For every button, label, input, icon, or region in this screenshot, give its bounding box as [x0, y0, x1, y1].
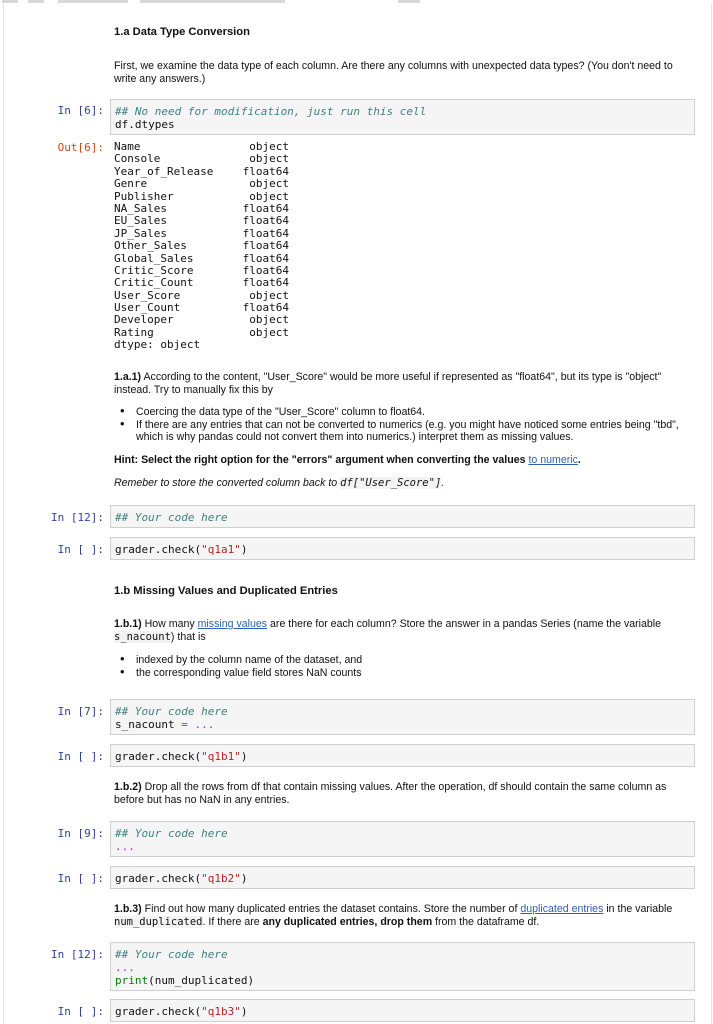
code-string: "q1a1" — [201, 543, 241, 556]
dtype-column-name: Developer — [114, 313, 174, 327]
input-prompt: In [ ]: — [57, 543, 104, 556]
dtype-footer: dtype: object — [114, 338, 201, 352]
dtype-value: float64 — [242, 214, 289, 228]
input-prompt: In [7]: — [57, 705, 104, 718]
output-prompt: Out[6]: — [57, 141, 104, 154]
question-text: Drop all the rows from df that contain missing values. After the operation, df should contain the same column as before but has no NaN in any entries. — [114, 781, 667, 806]
code-cell-12a[interactable] — [110, 505, 695, 528]
code-close: ) — [240, 1005, 248, 1018]
code-comment: ## No need for modification, just run this cell — [115, 105, 427, 118]
code-string: "q1b3" — [201, 1005, 241, 1018]
question-1a1 — [114, 371, 674, 397]
dtype-column-name: Console — [114, 152, 161, 166]
code-line: df.dtypes — [115, 118, 175, 131]
question-text: in the variable — [603, 903, 673, 915]
dtype-value: object — [249, 288, 289, 302]
code-args: (num_duplicated) — [148, 974, 255, 987]
dtype-value: object — [249, 313, 289, 327]
input-prompt: In [12]: — [51, 948, 104, 961]
question-text: Find out how many duplicated entries the dataset contains. Store the number of — [141, 903, 521, 915]
dtype-row — [114, 178, 289, 190]
question-text: How many — [141, 618, 198, 630]
code-comment: ## Your code here — [115, 827, 228, 840]
dtype-column-name: NA_Sales — [114, 201, 167, 215]
dtypes-output — [114, 141, 289, 352]
bullet-list-1a1 — [114, 406, 706, 444]
code-comment: ## Your code here — [115, 705, 228, 718]
dtype-value: float64 — [242, 164, 289, 178]
dtype-column-name: Publisher — [114, 189, 174, 203]
question-text: . If there are — [202, 916, 263, 928]
code-fn: grader.check( — [115, 750, 202, 763]
input-prompt: In [9]: — [57, 827, 104, 840]
dtype-row — [114, 215, 289, 227]
dtype-value: float64 — [242, 239, 289, 253]
inline-code: num_duplicated — [114, 916, 203, 928]
code-ellipsis: ... — [115, 961, 135, 974]
code-close: ) — [240, 750, 248, 763]
dtype-value: object — [249, 325, 289, 339]
dtype-row — [114, 277, 289, 289]
question-text: from the dataframe df. — [432, 916, 540, 928]
question-label: 1.b.3) — [114, 903, 142, 915]
hint-end: . — [577, 454, 581, 466]
dtype-column-name: Year_of_Release — [114, 164, 214, 178]
code-close: ) — [240, 543, 248, 556]
question-1b3 — [114, 903, 684, 929]
code-cell-12b[interactable] — [110, 942, 695, 991]
input-prompt: In [ ]: — [57, 750, 104, 763]
dtype-value: object — [249, 189, 289, 203]
dtype-value: object — [249, 177, 289, 191]
dtype-column-name: Genre — [114, 177, 148, 191]
inline-code: df["User_Score"] — [340, 477, 442, 489]
dtype-row — [114, 153, 289, 165]
dtype-column-name: JP_Sales — [114, 226, 167, 240]
dtype-column-name: EU_Sales — [114, 214, 167, 228]
question-1b2 — [114, 781, 694, 807]
intro-text: First, we examine the data type of each column. Are there any columns with unexpected data types? (You don't need to write any answers.) — [114, 60, 673, 85]
hint-text — [114, 454, 684, 467]
code-fn: grader.check( — [115, 1005, 202, 1018]
dtype-column-name: Critic_Score — [114, 263, 194, 277]
bullet-list-1b1 — [114, 654, 706, 679]
dtype-column-name: Critic_Count — [114, 276, 194, 290]
dtype-value: float64 — [242, 263, 289, 277]
code-fn: grader.check( — [115, 543, 202, 556]
section-title-1b: 1.b Missing Values and Duplicated Entries — [114, 585, 338, 597]
code-cell-6[interactable] — [110, 99, 695, 135]
code-string: "q1b1" — [201, 750, 241, 763]
input-prompt: In [ ]: — [57, 1005, 104, 1018]
hint-bold: Hint: Select the right option for the "errors" argument when converting the values — [114, 454, 529, 466]
code-comment: ## Your code here — [115, 511, 228, 524]
question-label: 1.a.1) — [114, 371, 142, 383]
code-variable: s_nacount — [115, 718, 175, 731]
dtype-value: float64 — [242, 226, 289, 240]
question-bold: any duplicated entries, drop them — [262, 916, 433, 928]
input-prompt: In [ ]: — [57, 872, 104, 885]
code-close: ) — [240, 872, 248, 885]
dtype-column-name: Rating — [114, 325, 154, 339]
code-ellipsis: ... — [194, 718, 215, 731]
dtype-row — [114, 314, 289, 326]
question-1b1 — [114, 618, 689, 644]
remember-text — [114, 477, 684, 490]
remember-label: Remeber to store the converted column back to — [114, 477, 341, 489]
code-operator: = — [174, 718, 195, 731]
dtype-value: object — [249, 152, 289, 166]
dtype-row — [114, 240, 289, 252]
section-title-1a: 1.a Data Type Conversion — [114, 26, 250, 38]
duplicated-entries-link[interactable]: duplicated entries — [520, 903, 604, 915]
list-item: • the corresponding value field stores NaN counts — [136, 667, 706, 680]
code-cell-grader-q1b1[interactable] — [110, 744, 695, 767]
dtype-column-name: Other_Sales — [114, 239, 187, 253]
dtype-value: float64 — [242, 201, 289, 215]
question-text: ) that is — [170, 631, 206, 643]
list-item: • Coercing the data type of the "User_Score" column to float64. — [136, 406, 706, 419]
code-cell-7[interactable] — [110, 699, 695, 735]
question-label: 1.b.2) — [114, 781, 142, 793]
code-string: "q1b2" — [201, 872, 241, 885]
question-text: are there for each column? Store the answer in a pandas Series (name the variable — [267, 618, 662, 630]
code-cell-9[interactable] — [110, 821, 695, 857]
dtype-column-name: User_Score — [114, 288, 181, 302]
code-cell-grader-q1b3[interactable] — [110, 999, 695, 1022]
missing-values-link[interactable]: missing values — [197, 618, 268, 630]
dtype-value: float64 — [242, 276, 289, 290]
code-builtin: print — [115, 974, 149, 987]
question-label: 1.b.1) — [114, 618, 142, 630]
dtype-column-name: User_Count — [114, 301, 181, 315]
dtype-value: object — [249, 140, 289, 153]
dtype-column-name: Global_Sales — [114, 251, 194, 265]
code-comment: ## Your code here — [115, 948, 228, 961]
dtype-value: float64 — [242, 301, 289, 315]
code-fn: grader.check( — [115, 872, 202, 885]
input-prompt: In [6]: — [57, 104, 104, 117]
inline-code: s_nacount — [114, 631, 171, 643]
list-item: • If there are any entries that can not be converted to numerics (e.g. you might have noticed some entries being "tbd", which is why pandas could not convert them into numerics.) interpret them as missing values. — [136, 419, 706, 444]
input-prompt: In [12]: — [51, 511, 104, 524]
remember-end: . — [441, 477, 445, 489]
to-numeric-link[interactable]: to numeric — [528, 454, 578, 466]
list-item: • indexed by the column name of the dataset, and — [136, 654, 706, 667]
code-ellipsis: ... — [115, 840, 135, 853]
dtype-column-name: Name — [114, 140, 141, 153]
question-text: According to the content, "User_Score" would be more useful if represented as "float64", but its type is "object" instead. Try to manually fix this by — [114, 371, 662, 396]
code-cell-grader-q1b2[interactable] — [110, 866, 695, 889]
dtype-value: float64 — [242, 251, 289, 265]
code-cell-grader-q1a1[interactable] — [110, 537, 695, 560]
